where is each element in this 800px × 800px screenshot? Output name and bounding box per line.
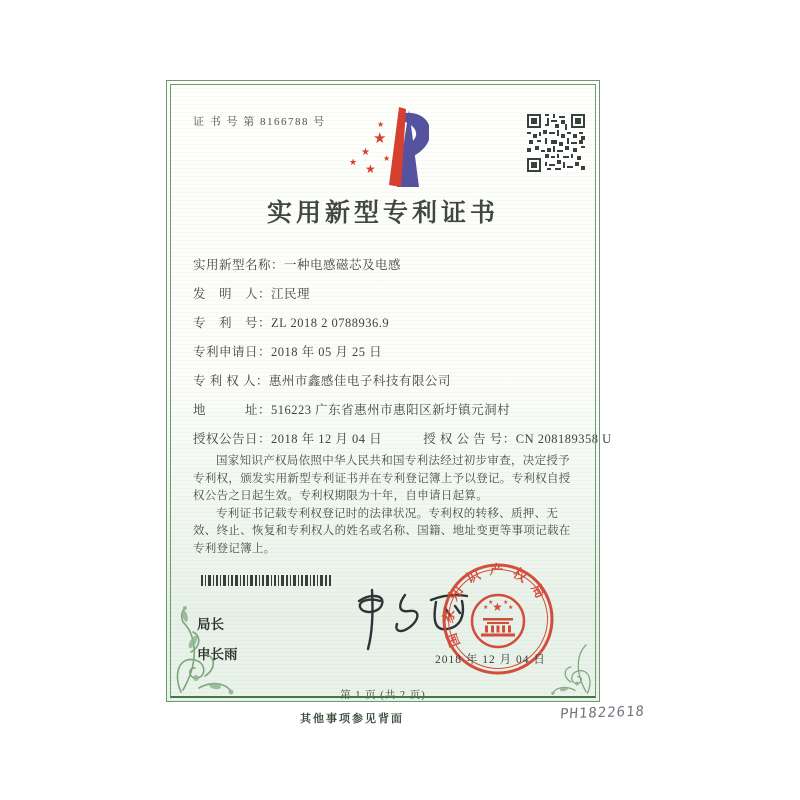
legal-paragraph-2: 专利证书记载专利权登记时的法律状况。专利权的转移、质押、无效、终止、恢复和专利权人的姓名或名称、国籍、地址变更等事项记载在专利登记簿上。 [193,507,571,555]
field-value: 江民理 [271,287,311,301]
field-value: 2018 年 05 月 25 日 [271,345,383,359]
field-row-name [193,251,585,280]
field-label: 专利申请日： [193,345,272,359]
certificate-number: 证 书 号 第 8166788 号 [193,116,326,128]
national-emblem-icon [472,595,524,647]
legal-text [193,453,577,558]
field-row-inventor [193,280,585,309]
field-label: 授权公告日： [193,432,272,446]
cnipa-patent-logo-icon [339,103,429,189]
logo-star: ★ [365,162,376,176]
field-label: 发 明 人： [193,287,272,301]
logo-star: ★ [349,157,358,167]
field-row-patentee [193,367,585,396]
qr-code-icon [527,114,585,172]
svg-text:★: ★ [488,600,494,606]
corner-flourish-icon [537,624,595,696]
legal-paragraph-1: 国家知识产权局依照中华人民共和国专利法经过初步审查，决定授予专利权，颁发实用新型专利证书并在专利登记簿上予以登记。专利权自授权公告之日起生效。专利权期限为十年，自申请日起算。 [193,455,571,502]
handwritten-code: PH1822618 [559,703,646,723]
logo-star: ★ [373,131,387,147]
logo-star: ★ [383,154,391,163]
field-row-grant-date [193,425,612,454]
barcode-icon [201,575,331,586]
certificate-page [166,80,612,702]
field-value: 惠州市鑫感佳电子科技有限公司 [268,374,451,388]
logo-star: ★ [361,147,370,158]
svg-text:★: ★ [508,605,514,611]
field-value-grant-number: CN 208189358 U [515,432,612,446]
field-label: 专 利 权 人： [193,374,269,388]
signer-name: 申长雨 [197,647,238,662]
back-side-note: 其他事项参见背面 [300,713,404,725]
field-label: 地 址： [193,403,272,417]
field-value: ZL 2018 2 0788936.9 [271,316,390,330]
field-row-filing-date [193,338,585,367]
svg-text:★: ★ [483,605,489,611]
seal-ring-text: 国家知识产权局 [440,562,553,650]
field-row-patent-number [193,309,585,338]
seal-date: 2018 年 12 月 04 日 [435,654,546,666]
field-row-address [193,396,585,425]
field-label: 实用新型名称： [193,258,285,272]
field-label-grant-number: 授 权 公 告 号： [423,432,516,446]
page-number: 第 1 页 (共 2 页) [340,690,426,701]
svg-text:★: ★ [503,600,509,606]
field-value: 516223 广东省惠州市惠阳区新圩镇元洞村 [271,403,511,417]
signer-title: 局长 [197,617,224,632]
corner-flourish-icon [171,592,253,696]
logo-star: ★ [377,120,385,129]
svg-text:★: ★ [492,600,503,614]
certificate-title: 实用新型专利证书 [266,200,499,227]
field-label: 专 利 号： [193,316,272,330]
field-list [193,251,612,454]
field-value: 一种电感磁芯及电感 [284,258,402,272]
field-value: 2018 年 12 月 04 日 [271,432,383,446]
